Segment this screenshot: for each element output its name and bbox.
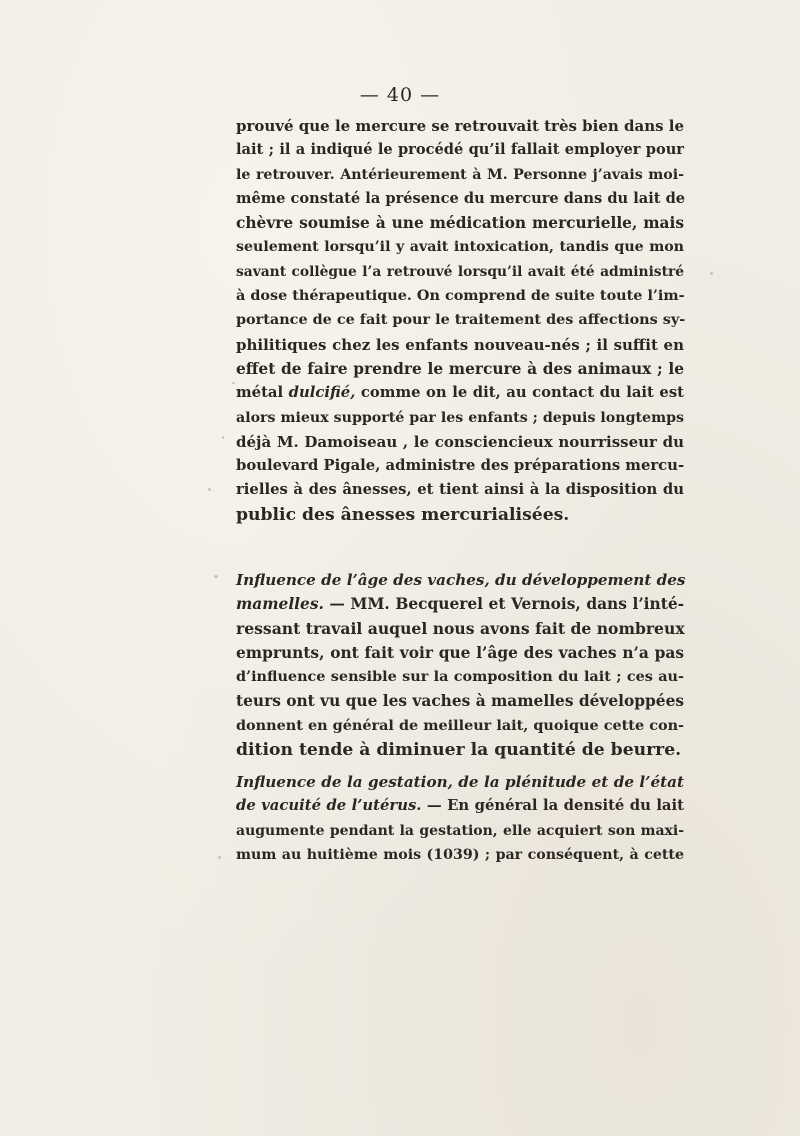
section-heading: Influence de la gestation, de la plénitude et de l’état (236, 773, 684, 791)
text-fragment: — MM. Becquerel et Vernois, dans l’inté- (329, 595, 685, 614)
paragraph-gestation (236, 770, 684, 867)
text-line: boulevard Pigale, administre des préparations mercu- (236, 457, 685, 475)
text-fragment: métal (236, 384, 284, 402)
text-line: seulement lorsqu’il y avait intoxication, tandis que mon (236, 239, 684, 256)
paper-speck (214, 575, 218, 578)
text-line: alors mieux supporté par les enfants ; depuis longtemps (236, 409, 684, 426)
italic-term: dulcifié, (288, 384, 356, 402)
text-line: à dose thérapeutique. On comprend de suite toute l’im- (236, 287, 685, 305)
text-fragment: comme on le dit, au contact du lait est (360, 384, 685, 402)
text-line: portance de ce fait pour le traitement des affections sy- (236, 311, 686, 329)
text-line: rielles à des ânesses, et tient ainsi à la disposition du (236, 481, 684, 499)
page-number: — 40 — (359, 84, 441, 106)
text-line: public des ânesses mercurialisées. (236, 504, 570, 525)
section-heading-end: de vacuité de l’utérus. (236, 797, 422, 815)
text-fragment: — En général la densité du lait (426, 797, 684, 815)
text-line-mixed (236, 381, 684, 405)
paper-speck (208, 488, 211, 491)
paragraph-age-of-cows (236, 568, 684, 762)
text-line: d’influence sensible sur la composition du lait ; ces au- (236, 668, 684, 686)
text-line: donnent en général de meilleur lait, quoique cette con- (236, 716, 684, 734)
paper-speck (710, 272, 713, 275)
text-line: chèvre soumise à une médication mercurielle, mais (236, 214, 684, 233)
text-line: teurs ont vu que les vaches à mamelles développées (236, 692, 685, 711)
text-line: effet de faire prendre le mercure à des animaux ; le (236, 359, 684, 378)
text-line-mixed (236, 592, 684, 616)
text-line: emprunts, ont fait voir que l’âge des vaches n’a pas (236, 643, 684, 662)
text-line: ressant travail auquel nous avons fait de nombreux (236, 618, 685, 638)
text-line: déjà M. Damoiseau , le consciencieux nourrisseur du (236, 432, 684, 451)
paper-speck (218, 856, 221, 859)
text-line: dition tende à diminuer la quantité de beurre. (236, 740, 682, 761)
paper-speck (232, 382, 235, 384)
text-line: lait ; il a indiqué le procédé qu’il fallait employer pour (236, 141, 684, 159)
text-line: augumente pendant la gestation, elle acquiert son maxi- (236, 822, 684, 839)
paper-speck (222, 436, 224, 439)
text-line: même constaté la présence du mercure dans du lait de (236, 189, 686, 207)
section-heading: Influence de l’âge des vaches, du développement des (236, 571, 686, 589)
text-line: prouvé que le mercure se retrouvait très bien dans le (236, 117, 685, 135)
text-line: mum au huitième mois (1039) ; par conséquent, à cette (236, 846, 684, 863)
text-line: savant collègue l’a retrouvé lorsqu’il avait été administré (236, 263, 684, 280)
text-line: le retrouver. Antérieurement à M. Personne j’avais moi- (236, 166, 684, 183)
text-line: philitiques chez les enfants nouveau-nés ; il suffit en (236, 335, 684, 354)
paragraph-mercury-in-milk (236, 114, 684, 527)
section-heading-end: mamelles. (236, 595, 324, 614)
text-line-mixed (236, 794, 684, 818)
